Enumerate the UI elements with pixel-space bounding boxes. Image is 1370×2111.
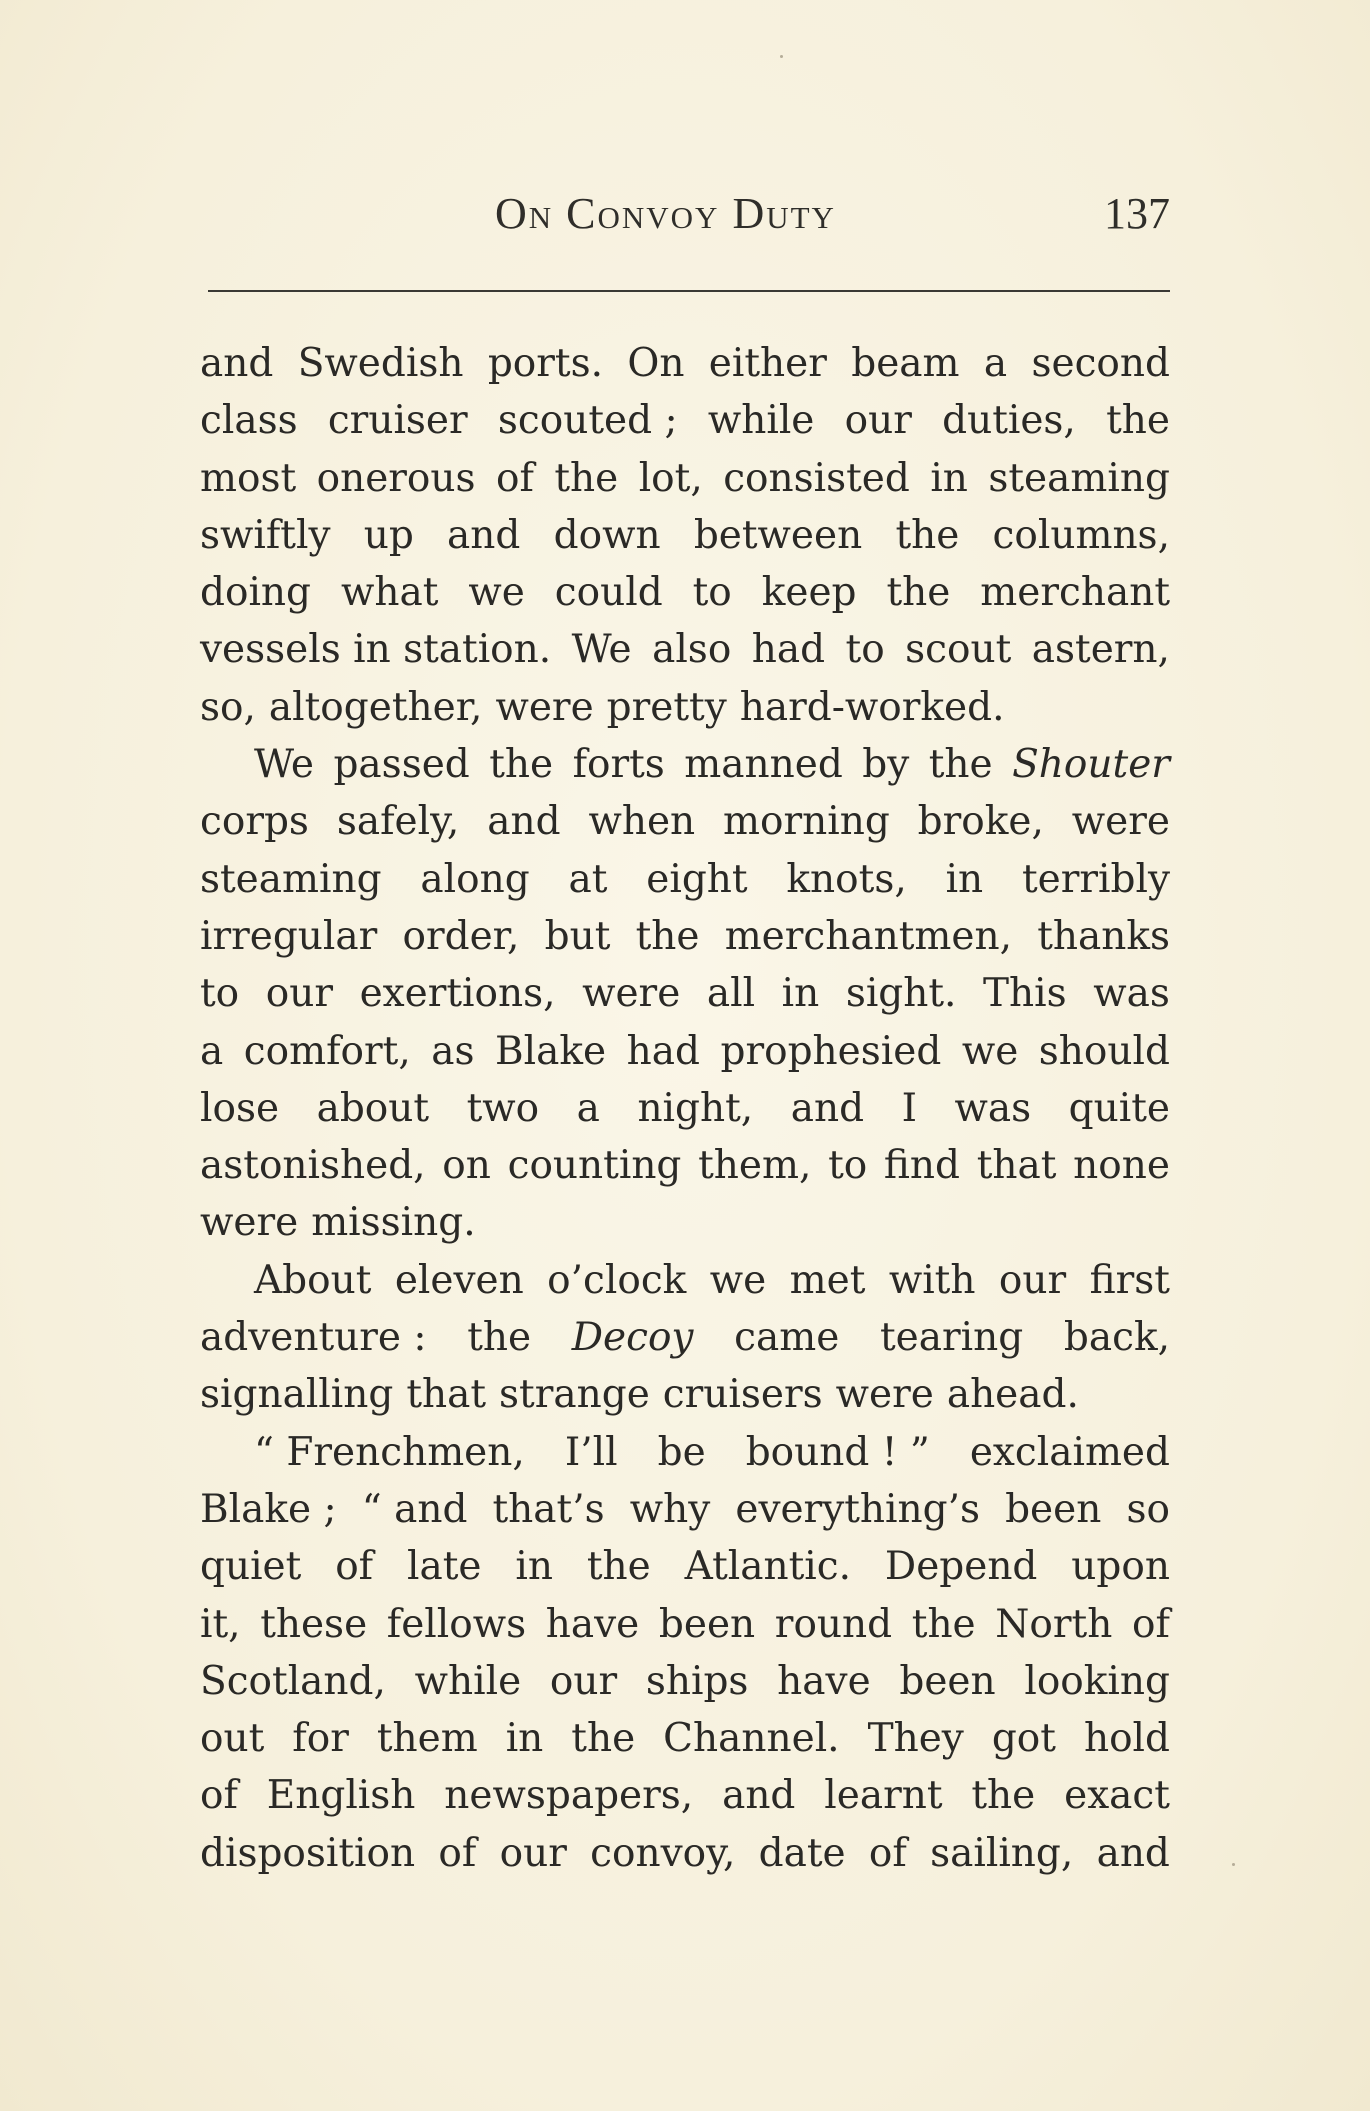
word: We: [254, 742, 314, 788]
word: had: [751, 627, 826, 673]
word: night,: [637, 1085, 754, 1131]
word: quite: [1068, 1085, 1170, 1131]
word: and: [200, 341, 274, 386]
word: sailing,: [930, 1830, 1074, 1876]
word: onerous: [316, 455, 476, 501]
word: manned: [684, 742, 843, 788]
text-line: [200, 621, 1170, 678]
word: “ Frenchmen,: [254, 1429, 525, 1475]
word: eleven: [394, 1257, 524, 1303]
text-line: [200, 1137, 1170, 1194]
word: morning: [723, 799, 890, 845]
word: were: [835, 1372, 934, 1418]
word: corps: [200, 799, 309, 845]
word: by: [862, 742, 910, 788]
word: had: [626, 1028, 700, 1074]
word: of: [200, 1773, 238, 1819]
word: duties,: [942, 398, 1076, 444]
word: ahead.: [946, 1372, 1079, 1418]
text-line: [200, 392, 1170, 449]
text-line: [200, 1653, 1170, 1710]
word: were: [200, 1200, 299, 1246]
word: while: [414, 1658, 522, 1704]
text-line: [200, 679, 1170, 736]
word: round: [774, 1601, 893, 1647]
paper-speck: [1232, 1863, 1235, 1866]
word: up: [363, 512, 414, 558]
word: could: [554, 570, 663, 616]
text-line: [200, 965, 1170, 1022]
word: vessels in station.: [200, 627, 552, 673]
body-text: [200, 335, 1170, 1882]
word: between: [693, 512, 863, 558]
word: most: [200, 455, 297, 501]
word: a: [576, 1085, 600, 1131]
word: Blake: [495, 1028, 607, 1074]
word: steaming: [200, 856, 382, 902]
text-line: [200, 450, 1170, 507]
word: We: [571, 627, 632, 673]
word: comfort,: [243, 1028, 411, 1074]
word: ports.: [487, 341, 603, 386]
word: exertions,: [359, 971, 556, 1017]
word: of: [496, 455, 534, 501]
text-line: [200, 1710, 1170, 1767]
word: consisted: [723, 455, 910, 501]
word: on: [442, 1143, 491, 1189]
word: back,: [1063, 1315, 1170, 1361]
word: learnt: [824, 1773, 943, 1819]
text-line: [200, 1366, 1170, 1423]
word: Depend: [884, 1544, 1038, 1590]
word: North: [995, 1601, 1113, 1647]
word: fellows: [386, 1601, 527, 1647]
word: o’clock: [547, 1257, 687, 1303]
word: to: [692, 570, 732, 616]
word: the: [971, 1773, 1036, 1819]
text-line: [200, 1596, 1170, 1653]
running-head: [205, 188, 1170, 248]
word: This: [983, 971, 1067, 1017]
text-line: [200, 1309, 1170, 1366]
word: missing.: [311, 1200, 476, 1246]
word: our: [265, 971, 333, 1017]
word: steaming: [988, 455, 1170, 501]
word: we: [468, 570, 525, 616]
word: them: [376, 1716, 478, 1762]
word: but: [544, 913, 611, 959]
word: either: [708, 341, 827, 386]
word: merchant: [980, 570, 1170, 616]
word: and: [487, 799, 561, 845]
word: the: [489, 742, 554, 788]
word: a: [200, 1028, 224, 1074]
word: to: [845, 627, 885, 673]
word: scouted ;: [497, 398, 678, 444]
word: I: [901, 1085, 917, 1131]
word: altogether,: [268, 684, 483, 730]
word: safely,: [336, 799, 460, 845]
word: class: [200, 398, 298, 444]
word: doing: [200, 570, 312, 616]
word: the: [1106, 398, 1170, 444]
word: our: [844, 398, 912, 444]
word: why: [629, 1486, 711, 1532]
text-line: [200, 908, 1170, 965]
word: our: [549, 1658, 618, 1704]
word: beam: [851, 341, 960, 386]
word: tearing: [880, 1315, 1024, 1361]
word: also: [652, 627, 732, 673]
word: got: [991, 1716, 1056, 1762]
word: Decoy: [571, 1315, 694, 1361]
word: we: [709, 1257, 767, 1303]
word: find: [883, 1143, 961, 1189]
word: be: [657, 1429, 706, 1475]
word: at: [568, 856, 608, 902]
word: prophesied: [720, 1028, 942, 1074]
word: I’ll: [564, 1429, 618, 1475]
text-line: [200, 736, 1170, 793]
word: were: [495, 684, 594, 730]
word: Scotland,: [200, 1658, 386, 1704]
word: the: [586, 1544, 651, 1590]
word: the: [911, 1601, 976, 1647]
word: the: [886, 570, 951, 616]
word: lose: [200, 1085, 280, 1131]
word: so,: [200, 684, 256, 730]
word: were: [1071, 799, 1170, 845]
word: order,: [402, 913, 520, 959]
word: when: [588, 799, 696, 845]
word: were: [582, 971, 681, 1017]
word: terribly: [1022, 856, 1170, 902]
word: forts: [572, 742, 665, 788]
word: in: [945, 856, 984, 902]
word: English: [266, 1773, 416, 1819]
word: keep: [761, 570, 857, 616]
word: and: [790, 1085, 865, 1131]
word: so: [1126, 1486, 1170, 1532]
word: bound ! ”: [745, 1429, 930, 1475]
word: date: [758, 1830, 846, 1876]
word: was: [954, 1085, 1032, 1131]
word: astern,: [1031, 627, 1170, 673]
word: disposition: [200, 1830, 416, 1876]
word: “ and: [361, 1486, 468, 1532]
word: exclaimed: [969, 1429, 1170, 1475]
word: been: [899, 1658, 996, 1704]
word: to: [828, 1143, 868, 1189]
text-line: [200, 507, 1170, 564]
word: while: [707, 398, 815, 444]
word: none: [1073, 1143, 1170, 1189]
word: pretty: [606, 684, 727, 730]
paper-speck: [780, 55, 783, 58]
word: the: [895, 512, 960, 558]
word: astonished,: [200, 1143, 426, 1189]
text-line: [200, 1424, 1170, 1481]
text-line: [200, 1481, 1170, 1538]
word: Channel.: [663, 1716, 840, 1762]
word: They: [867, 1716, 964, 1762]
word: the: [571, 1716, 636, 1762]
word: eight: [646, 856, 748, 902]
text-line: [200, 851, 1170, 908]
word: have: [777, 1658, 871, 1704]
word: should: [1038, 1028, 1170, 1074]
word: and: [1096, 1830, 1170, 1876]
word: strange: [499, 1372, 650, 1418]
word: quiet: [200, 1544, 302, 1590]
text-line: [200, 1194, 1170, 1251]
word: convoy,: [590, 1830, 736, 1876]
word: columns,: [992, 512, 1170, 558]
text-line: [200, 793, 1170, 850]
text-line: [200, 1825, 1170, 1882]
word: down: [553, 512, 661, 558]
running-title: On Convoy Duty: [495, 189, 836, 238]
word: About: [254, 1257, 372, 1303]
word: that: [976, 1143, 1057, 1189]
word: of: [335, 1544, 374, 1590]
word: cruiser: [327, 398, 468, 444]
word: the: [467, 1315, 532, 1361]
word: counting: [507, 1143, 682, 1189]
word: late: [407, 1544, 482, 1590]
word: in: [781, 971, 820, 1017]
word: a: [983, 341, 1008, 386]
word: thanks: [1037, 913, 1170, 959]
word: the: [554, 455, 619, 501]
word: been: [658, 1601, 756, 1647]
word: second: [1031, 341, 1170, 386]
text-line: [200, 335, 1170, 392]
word: hard-worked.: [739, 684, 1005, 730]
word: we: [961, 1028, 1019, 1074]
word: have: [545, 1601, 640, 1647]
word: Blake ;: [200, 1486, 337, 1532]
word: it,: [200, 1601, 241, 1647]
word: cruisers: [662, 1372, 823, 1418]
word: merchantmen,: [724, 913, 1012, 959]
word: was: [1093, 971, 1170, 1017]
word: upon: [1071, 1544, 1170, 1590]
text-line: [200, 1767, 1170, 1824]
word: knots,: [786, 856, 907, 902]
word: On: [627, 341, 685, 386]
word: out: [200, 1716, 265, 1762]
word: our: [499, 1830, 567, 1876]
word: first: [1089, 1257, 1170, 1303]
word: with: [888, 1257, 976, 1303]
word: hold: [1083, 1716, 1170, 1762]
word: as: [431, 1028, 475, 1074]
word: that: [406, 1372, 487, 1418]
word: ships: [645, 1658, 749, 1704]
word: signalling: [200, 1372, 394, 1418]
word: Shouter: [1012, 742, 1170, 788]
word: came: [734, 1315, 840, 1361]
word: sight.: [845, 971, 957, 1017]
word: about: [316, 1085, 430, 1131]
word: them,: [698, 1143, 812, 1189]
word: adventure :: [200, 1315, 427, 1361]
header-rule: [208, 290, 1170, 292]
word: all: [706, 971, 756, 1017]
word: in: [505, 1716, 544, 1762]
word: of: [438, 1830, 477, 1876]
text-line: [200, 1538, 1170, 1595]
word: been: [1005, 1486, 1102, 1532]
word: and: [447, 512, 521, 558]
word: passed: [333, 742, 470, 788]
word: in: [515, 1544, 553, 1590]
word: broke,: [917, 799, 1044, 845]
text-line: [200, 1252, 1170, 1309]
page-number: 137: [1104, 189, 1170, 238]
word: the: [635, 913, 700, 959]
word: swiftly: [200, 512, 331, 558]
word: of: [1131, 1601, 1170, 1647]
word: in: [930, 455, 968, 501]
text-line: [200, 564, 1170, 621]
word: newspapers,: [444, 1773, 694, 1819]
word: everything’s: [735, 1486, 980, 1532]
word: the: [928, 742, 993, 788]
word: met: [789, 1257, 866, 1303]
word: irregular: [200, 913, 378, 959]
text-line: [200, 1080, 1170, 1137]
word: what: [340, 570, 439, 616]
word: two: [466, 1085, 540, 1131]
word: scout: [905, 627, 1012, 673]
word: Atlantic.: [684, 1544, 852, 1590]
text-line: [200, 1023, 1170, 1080]
word: lot,: [638, 455, 703, 501]
word: that’s: [492, 1486, 605, 1532]
word: and: [722, 1773, 796, 1819]
word: Swedish: [297, 341, 464, 386]
word: along: [420, 856, 530, 902]
word: our: [998, 1257, 1067, 1303]
word: of: [868, 1830, 907, 1876]
word: these: [260, 1601, 368, 1647]
word: looking: [1024, 1658, 1170, 1704]
word: for: [292, 1716, 349, 1762]
word: exact: [1064, 1773, 1170, 1819]
word: to: [200, 971, 240, 1017]
